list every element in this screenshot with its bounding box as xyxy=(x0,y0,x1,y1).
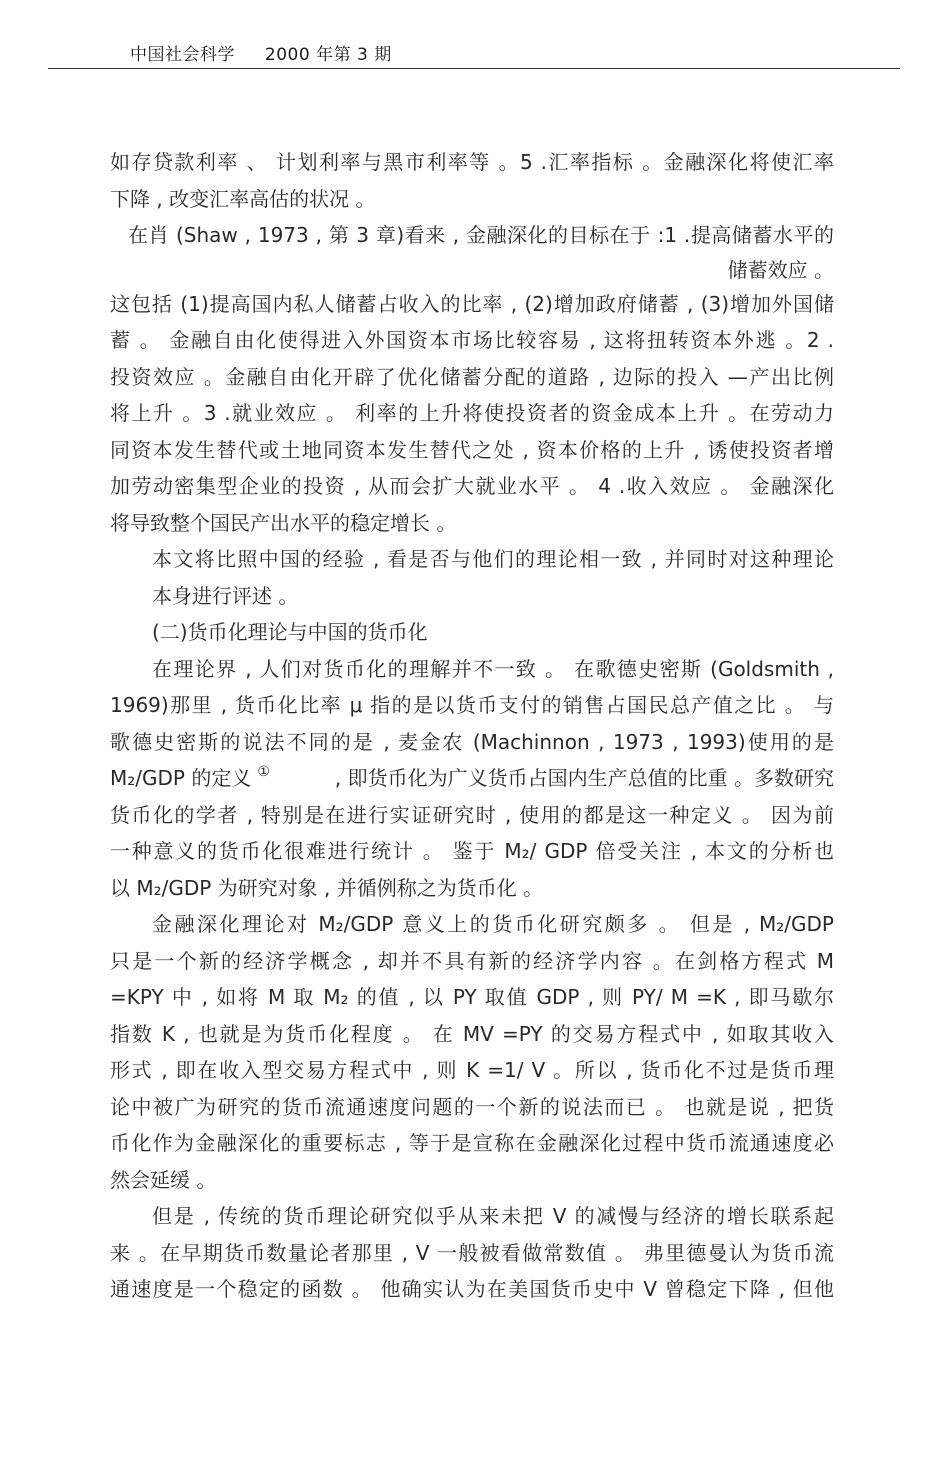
text-line: 同资本发生替代或土地同资本发生替代之处 , 资本价格的上升 , 诱使投资者增 xyxy=(110,437,834,462)
text-line: 然会延缓 。 xyxy=(110,1167,217,1192)
text-line: 这包括 (1)提高国内私人储蓄占收入的比率 , (2)增加政府储蓄 , (3)增加外国储 xyxy=(110,291,834,316)
text-fragment xyxy=(110,760,270,797)
text-line: 本身进行评述 。 xyxy=(152,583,299,608)
text-line: 本文将比照中国的经验 , 看是否与他们的理论相一致 , 并同时对这种理论 xyxy=(152,547,834,571)
text-line: 如存贷款利率 、 计划利率与黑市利率等 。5 .汇率指标 。金融深化将使汇率 xyxy=(110,150,834,174)
text-line: 在理论界 , 人们对货币化的理解并不一致 。 在歌德史密斯 (Goldsmith , xyxy=(152,656,834,681)
text-line: 蓄 。 金融自由化使得进入外国资本市场比较容易 , 这将扭转资本外逃 。2 . xyxy=(110,328,834,352)
text-line: 论中被广为研究的货币流通速度问题的一个新的说法而已 。 也就是说 , 把货 xyxy=(110,1094,834,1119)
header-rule xyxy=(48,68,900,69)
running-header xyxy=(130,40,392,65)
text-line xyxy=(110,760,834,797)
text-line: =KPY 中 , 如将 M 取 M₂ 的值 , 以 PY 取值 GDP , 则 PY/ M =K , 即马歇尔 xyxy=(110,985,834,1009)
text-line: 歌德史密斯的说法不同的是 , 麦金农 (Machinnon , 1973 , 1993)使用的是 xyxy=(110,729,834,754)
section-heading: (二)货币化理论与中国的货币化 xyxy=(152,620,428,644)
text-fragment: M₂/GDP 的定义 xyxy=(110,766,252,790)
text-line: 指数 K , 也就是为货币化程度 。 在 MV =PY 的交易方程式中 , 如取其收入 xyxy=(110,1021,834,1046)
issue-number: 2000 年第 3 期 xyxy=(264,45,392,65)
text-line: 金融深化理论对 M₂/GDP 意义上的货币化研究颇多 。 但是 , M₂/GDP xyxy=(152,912,834,936)
text-line: 一种意义的货币化很难进行统计 。 鉴于 M₂/ GDP 倍受关注 , 本文的分析也 xyxy=(110,839,834,863)
text-line: 储蓄效应 。 xyxy=(727,257,834,282)
text-line: 加劳动密集型企业的投资 , 从而会扩大就业水平 。 4 .收入效应 。 金融深化 xyxy=(110,474,834,498)
text-line: 投资效应 。金融自由化开辟了优化储蓄分配的道路 , 边际的投入 —产出比例 xyxy=(110,364,834,389)
text-line: 下降 , 改变汇率高估的状况 。 xyxy=(110,186,376,211)
text-line: 在肖 (Shaw , 1973 , 第 3 章)看来 , 金融深化的目标在于 :1 .提高储蓄水平的 xyxy=(128,223,834,247)
text-line: 以 M₂/GDP 为研究对象 , 并循例称之为货币化 。 xyxy=(110,875,544,900)
text-line: 只是一个新的经济学概念 , 却并不具有新的经济学内容 。在剑格方程式 M xyxy=(110,948,834,973)
footnote-marker: ① xyxy=(257,764,270,780)
text-line: 1969)那里 , 货币化比率 μ 指的是以货币支付的销售占国民总产值之比 。 与 xyxy=(110,693,834,717)
text-line: 形式 , 即在收入型交易方程式中 , 则 K =1/ V 。所以 , 货币化不过是货币理 xyxy=(110,1058,834,1082)
text-line: 将导致整个国民产出水平的稳定增长 。 xyxy=(110,510,457,535)
text-line: 来 。在早期货币数量论者那里 , V 一般被看做常数值 。 弗里德曼认为货币流 xyxy=(110,1240,834,1265)
text-line: 通速度是一个稳定的函数 。 他确实认为在美国货币史中 V 曾稳定下降 , 但他 xyxy=(110,1277,834,1301)
text-line: 币化作为金融深化的重要标志 , 等于是宣称在金融深化过程中货币流通速度必 xyxy=(110,1131,834,1155)
text-line: 货币化的学者 , 特别是在进行实证研究时 , 使用的都是这一种定义 。 因为前 xyxy=(110,802,834,827)
text-fragment: , 即货币化为广义货币占国内生产总值的比重 。多数研究 xyxy=(334,766,834,790)
text-line: 但是 , 传统的货币理论研究似乎从来未把 V 的减慢与经济的增长联系起 xyxy=(152,1204,834,1228)
article-body xyxy=(110,144,834,1308)
text-line: 将上升 。3 .就业效应 。 利率的上升将使投资者的资金成本上升 。在劳动力 xyxy=(110,401,834,425)
journal-title: 中国社会科学 xyxy=(130,45,235,65)
